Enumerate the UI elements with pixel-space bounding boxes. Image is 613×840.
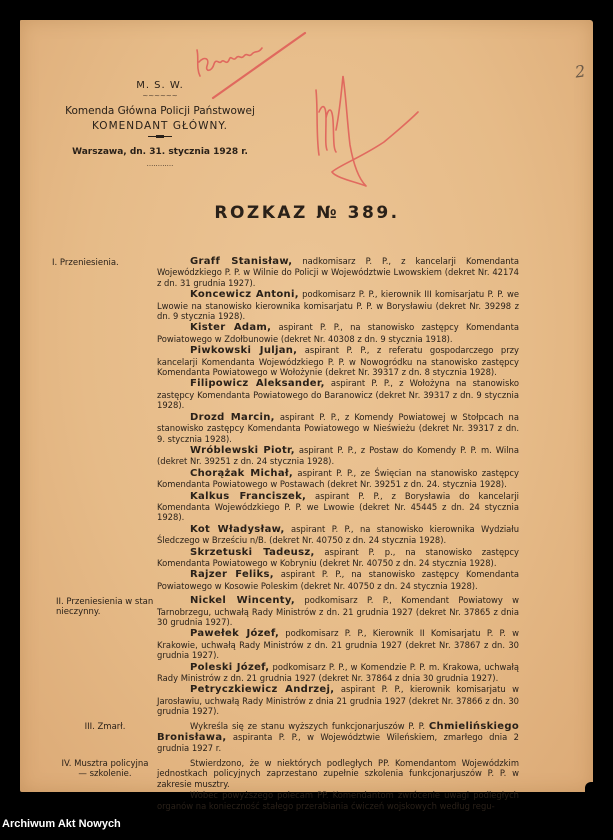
order-body [20,256,593,812]
entry [157,289,519,321]
entry-text: podkomisarz P. P., kierownik III komisarjatu P. P. we Lwowie na stanowisko kierownika komisarjatu P. P. w Borysławiu (dekret Nr. 39298 z dn. 9 stycznia 1928). [157,289,520,322]
person-name: Poleski Józef, [190,661,270,673]
dash-divider [148,136,172,137]
place-date: Warszawa, dn. 31. stycznia 1928 r. [72,147,248,157]
person-name: Pawełek Józef, [190,628,280,640]
entries-list [157,721,519,754]
entry-text: Wykreśla się ze stanu wyższych funkcjonarjuszów P. P. [190,720,429,731]
entry [157,790,519,811]
entry [157,547,519,569]
person-name: Chorążak Michał, [190,467,293,479]
section-police-drill [20,758,593,811]
person-name: Rajzer Feliks, [190,569,274,581]
entry [157,345,519,377]
entry [157,468,519,490]
section-label: III. Zmarł. [84,721,126,732]
entry-text: aspirant P. P., ze Święcian na stanowisko zastępcy Komendanta Powiatowego w Postawach (dekret Nr. 39251 z dn. 24. stycznia 1928). [157,467,519,490]
person-name: Piwkowski Juljan, [190,345,298,357]
entry [157,758,519,789]
entry [157,412,519,444]
person-name: Nickel Wincenty, [190,595,296,607]
entry-text: aspirant P. P., kierownik komisarjatu w Jarosławiu, uchwałą Rady Ministrów z dnia 21 grudnia 1927 (dekret Nr. 37866 z dn. 30 grudnia 1927). [157,684,519,717]
entry-text: aspiranta P. P., w Województwie Wileńskiem, zmarłego dnia 2 grudnia 1927 r. [157,732,519,754]
person-name: Chmielińskiego Bronisława, [157,720,519,744]
entry-text: podkomisarz P. P., w Komendzie P. P. m. Krakowa, uchwałą Rady Ministrów z dn. 21 grudnia 1927 (dekret Nr. 37864 z dnia 30 grudnia 1927). [157,661,520,684]
person-name: Koncewicz Antoni, [190,289,299,301]
entry [157,662,519,684]
entry-text: nadkomisarz P. P., z kancelarji Komendanta Wojewódzkiego P. P. w Wilnie do Policji w Województwie Lwowskiem (dekret Nr. 42174 z dn. 31 grudnia 1927). [157,256,519,288]
section-inactive-status [20,595,593,716]
entry [157,595,519,627]
entries-list [157,256,519,591]
entry [157,628,519,660]
entry-text: podkomisarz P. P., Komendant Powiatowy w Tarnobrzegu, uchwałą Rady Ministrów z dn. 21 grudnia 1927 (dekret Nr. 37865 z dnia 30 grudnia 1927). [157,595,519,627]
section-label: I. Przeniesienia. [52,258,119,268]
entry-text: Stwierdzono, że w niektórych podległych PP. Komendantom Wojewódzkim jednostkach policyjnych zaprzestano zupełnie szkolenia funkcjonarjuszów P. P. w zakresie musztry. [157,757,519,789]
entry [157,378,519,410]
entry-text: aspirant P. P., z Wołożyna na stanowisko zastępcy Komendanta Powiatowego do Baranowicz (dekret Nr. 39317 z dn. 9 stycznia 1928). [157,378,519,411]
entry-text: aspirant P. P., na stanowisko zastępcy Komendanta Powiatowego w Zdołbunowie (dekret Nr. 40308 z dn. 9 stycznia 1918). [157,322,519,344]
section-transfers [20,256,593,591]
person-name: Filipowicz Aleksander, [190,378,325,390]
order-title: ROZKAZ № 389. [214,203,400,223]
entry-text: Wobec powyższego polecam PP. Komendantom zwrócenie uwagi podległych organów na konieczność stałego przerabiania ćwiczeń wojskowych według regu- [157,790,519,811]
person-name: Petryczkiewicz Andrzej, [190,684,335,696]
person-name: Graff Stanisław, [190,256,293,267]
entry [157,569,519,591]
ministry-abbrev: M. S. W. [136,80,184,91]
entry-text: podkomisarz P. P., Kierownik II Komisarjatu P. P. w Krakowie, uchwałą Rady Ministrów z dn. 21 grudnia 1927 (dekret Nr. 37867 z dn. 30 grudnia 1927). [157,628,519,661]
person-name: Skrzetuski Tadeusz, [190,546,315,558]
entry [157,524,519,546]
archive-watermark: Archiwum Akt Nowych [2,818,121,830]
entry-text: aspirant P. P., na stanowisko kierownika Wydziału Śledczego w Brześciu n/B. (dekret Nr. 40750 z dn. 24 stycznia 1928). [157,523,519,546]
entry-text: aspirant P. p., na stanowisko zastępcy Komendanta Powiatowego w Kobryniu (dekret Nr. 40750 z dn. 24 stycznia 1928). [157,546,519,568]
person-name: Kot Władysław, [190,523,285,535]
entry [157,256,519,288]
section-deceased [20,721,593,754]
entries-list [157,758,519,811]
entry [157,322,519,344]
dotted-divider: ............ [146,160,174,168]
entry [157,684,519,716]
section-label: II. Przeniesienia w stan nieczynny. [56,597,154,618]
entry-text: aspirant P. P., z referatu gospodarczego przy kancelarji Komendanta Wojewódzkiego P. P. w Nowogródku na stanowisko zastępcy Komendanta Powiatowego w Wołożynie (dekret Nr. 39317 z dn. 8 stycznia 1928). [157,345,519,378]
letterhead [60,80,260,167]
person-name: Kalkus Franciszek, [190,490,307,502]
wave-divider: ~~~~~~ [142,92,178,100]
entry-text: aspirant P. P., z Komendy Powiatowej w Stołpcach na stanowisko zastępcy Komendanta Powiatowego w Nieświeżu (dekret Nr. 39317 z dn. 9. stycznia 1928). [157,411,519,444]
office-name: Komenda Główna Policji Państwowej [65,105,255,117]
person-name: Wróblewski Piotr, [190,444,295,456]
entry-text: aspirant P. P., z Postaw do Komendy P. P. m. Wilna (dekret Nr. 39251 z dn. 24 stycznia 1928). [157,444,519,467]
section-label: IV. Musztra policyjna — szkolenie. [61,758,149,779]
entry [157,721,519,754]
entry-text: aspirant P. P., z Borysławia do kancelarji Komendanta Wojewódzkiego P. P. we Lwowie (dekret Nr. 45445 z dn. 24 stycznia 1928). [157,490,519,523]
person-name: Drozd Marcin, [190,411,275,423]
person-name: Kister Adam, [190,322,272,334]
entry [157,491,519,523]
entry [157,445,519,467]
page-number: 2 [573,61,587,82]
entry-text: aspirant P. P., na stanowisko zastępcy Komendanta Powiatowego w Kosowie Poleskim (dekret Nr. 40750 z dn. 24 stycznia 1928). [157,569,519,591]
entries-list [157,595,519,716]
role-title: KOMENDANT GŁÓWNY. [92,120,228,132]
document-page [20,20,593,811]
